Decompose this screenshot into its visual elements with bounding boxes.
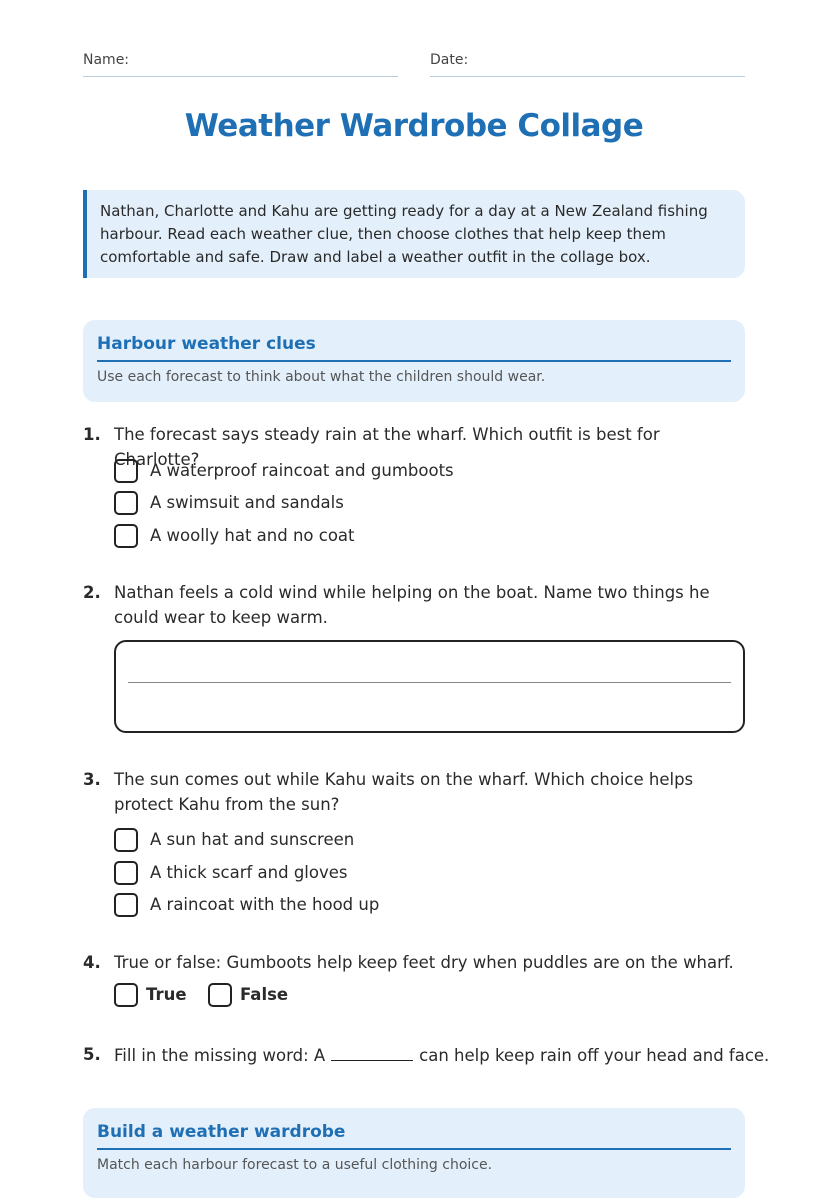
checkbox[interactable] xyxy=(114,828,138,852)
date-label: Date: xyxy=(430,52,469,68)
checkbox[interactable] xyxy=(114,459,138,483)
question-number: 2. xyxy=(83,583,101,602)
name-label: Name: xyxy=(83,52,130,68)
checkbox[interactable] xyxy=(114,983,138,1007)
name-field[interactable] xyxy=(83,52,398,77)
question-text: The forecast says steady rain at the wharf. Which outfit is best for Charlotte? xyxy=(114,425,660,469)
date-field[interactable] xyxy=(430,52,745,77)
checkbox[interactable] xyxy=(114,524,138,548)
header-fields xyxy=(83,52,745,78)
checkbox[interactable] xyxy=(208,983,232,1007)
question-number: 4. xyxy=(83,953,101,972)
option-label: A swimsuit and sandals xyxy=(150,493,344,512)
question-number: 1. xyxy=(83,425,101,444)
answer-line xyxy=(128,682,731,683)
checkbox[interactable] xyxy=(114,893,138,917)
question-number: 3. xyxy=(83,770,101,789)
option-label: A waterproof raincoat and gumboots xyxy=(150,461,454,480)
question-number: 5. xyxy=(83,1045,101,1064)
checkbox[interactable] xyxy=(114,491,138,515)
page-title: Weather Wardrobe Collage xyxy=(184,108,644,144)
option-label: A raincoat with the hood up xyxy=(150,895,380,914)
question-text-after: can help keep rain off your head and face. xyxy=(419,1046,770,1065)
section-subtitle: Match each harbour forecast to a useful clothing choice. xyxy=(97,1157,493,1173)
option-label: A sun hat and sunscreen xyxy=(150,830,355,849)
option-label: A woolly hat and no coat xyxy=(150,526,355,545)
section-title: Build a weather wardrobe xyxy=(97,1122,731,1150)
intro-callout: Nathan, Charlotte and Kahu are getting ready for a day at a New Zealand fishing harbour. Read each weather clue, then choose clothes that help keep them comfortable and safe. Draw and label a weather outfit in the collage box. xyxy=(83,190,745,278)
question-text: The sun comes out while Kahu waits on the wharf. Which choice helps protect Kahu from the sun? xyxy=(114,770,694,814)
section-weather-clues xyxy=(83,320,745,402)
option-label: False xyxy=(240,985,289,1004)
question-text: Nathan feels a cold wind while helping on the boat. Name two things he could wear to keep warm. xyxy=(114,583,710,627)
checkbox[interactable] xyxy=(114,861,138,885)
section-title: Harbour weather clues xyxy=(97,334,731,362)
blank-field[interactable] xyxy=(331,1042,413,1061)
section-build-wardrobe xyxy=(83,1108,745,1198)
option-label: True xyxy=(146,985,187,1004)
question-text: True or false: Gumboots help keep feet dry when puddles are on the wharf. xyxy=(114,953,734,972)
section-subtitle: Use each forecast to think about what the children should wear. xyxy=(97,369,546,385)
question-text-before: Fill in the missing word: A xyxy=(114,1046,326,1065)
answer-box[interactable] xyxy=(114,640,745,733)
option-label: A thick scarf and gloves xyxy=(150,863,348,882)
